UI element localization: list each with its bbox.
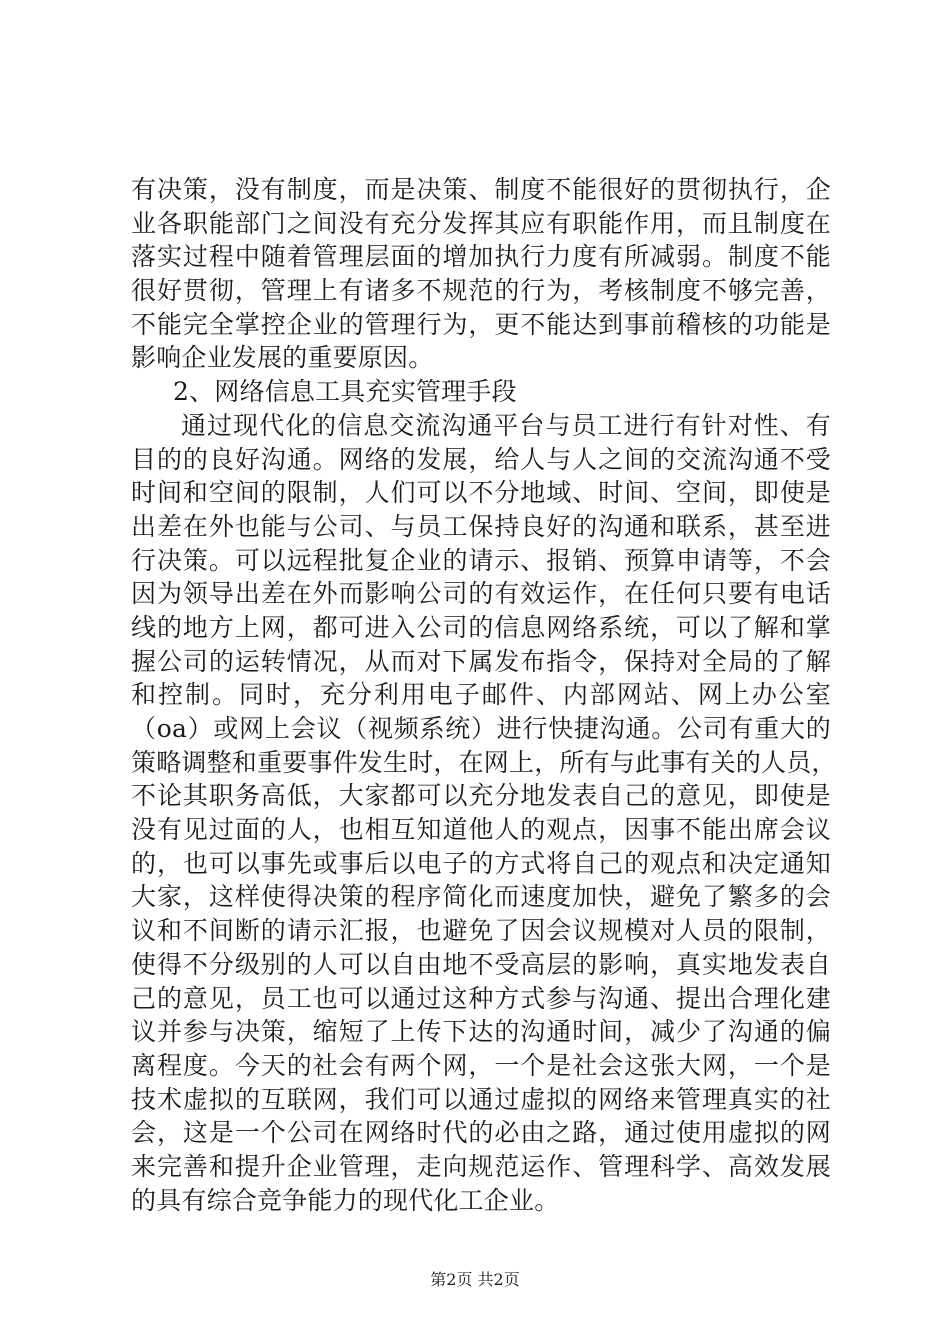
text-line: 出差在外也能与公司、与员工保持良好的沟通和联系，甚至进 (131, 511, 831, 541)
text-line: 技术虚拟的互联网，我们可以通过虚拟的网络来管理真实的社 (131, 1084, 831, 1114)
page-footer: 第2页 共2页 (430, 1270, 520, 1289)
text-line: 时间和空间的限制，人们可以不分地域、时间、空间，即使是 (131, 478, 831, 508)
text-line: 和控制。同时，充分利用电子邮件、内部网站、网上办公室 (131, 680, 831, 710)
text-line: 很好贯彻，管理上有诸多不规范的行为，考核制度不够完善， (131, 276, 831, 306)
text-line: 握公司的运转情况，从而对下属发布指令，保持对全局的了解 (131, 646, 831, 676)
text-line: 离程度。今天的社会有两个网，一个是社会这张大网，一个是 (131, 1050, 831, 1080)
section-heading: 2、网络信息工具充实管理手段 (173, 377, 517, 407)
text-line: 不能完全掌控企业的管理行为，更不能达到事前稽核的功能是 (131, 309, 831, 339)
text-line: 影响企业发展的重要原因。 (131, 343, 434, 373)
text-line: 不论其职务高低，大家都可以充分地发表自己的意见，即使是 (131, 781, 831, 811)
text-line: 的，也可以事先或事后以电子的方式将自己的观点和决定通知 (131, 848, 831, 878)
text-line: 的具有综合竞争能力的现代化工企业。 (131, 1185, 560, 1215)
text-line: 有决策，没有制度，而是决策、制度不能很好的贯彻执行，企 (131, 175, 831, 204)
text-line: 通过现代化的信息交流沟通平台与员工进行有针对性、有 (181, 410, 831, 440)
text-line: 己的意见，员工也可以通过这种方式参与沟通、提出合理化建 (131, 983, 831, 1013)
text-line: （oa）或网上会议（视频系统）进行快捷沟通。公司有重大的 (131, 714, 831, 743)
text-line: 因为领导出差在外而影响公司的有效运作，在任何只要有电话 (131, 579, 831, 609)
text-line: 目的的良好沟通。网络的发展，给人与人之间的交流沟通不受 (131, 444, 831, 474)
text-line: 没有见过面的人，也相互知道他人的观点，因事不能出席会议 (131, 815, 831, 845)
text-line: 议并参与决策，缩短了上传下达的沟通时间，减少了沟通的偏 (131, 1017, 831, 1047)
body-text (131, 173, 837, 1217)
text-line: 行决策。可以远程批复企业的请示、报销、预算申请等，不会 (131, 545, 831, 575)
text-line: 策略调整和重要事件发生时，在网上，所有与此事有关的人员， (131, 747, 837, 777)
text-line: 使得不分级别的人可以自由地不受高层的影响，真实地发表自 (131, 949, 831, 979)
text-line: 业各职能部门之间没有充分发挥其应有职能作用，而且制度在 (131, 208, 831, 238)
text-line: 来完善和提升企业管理，走向规范运作、管理科学、高效发展 (131, 1151, 831, 1181)
text-line: 会，这是一个公司在网络时代的必由之路，通过使用虚拟的网 (131, 1118, 831, 1148)
text-line: 议和不间断的请示汇报，也避免了因会议规模对人员的限制， (131, 916, 831, 946)
text-line: 落实过程中随着管理层面的增加执行力度有所减弱。制度不能 (131, 242, 831, 272)
text-line: 线的地方上网，都可进入公司的信息网络系统，可以了解和掌 (131, 612, 831, 642)
text-line: 大家，这样使得决策的程序简化而速度加快，避免了繁多的会 (131, 882, 831, 912)
